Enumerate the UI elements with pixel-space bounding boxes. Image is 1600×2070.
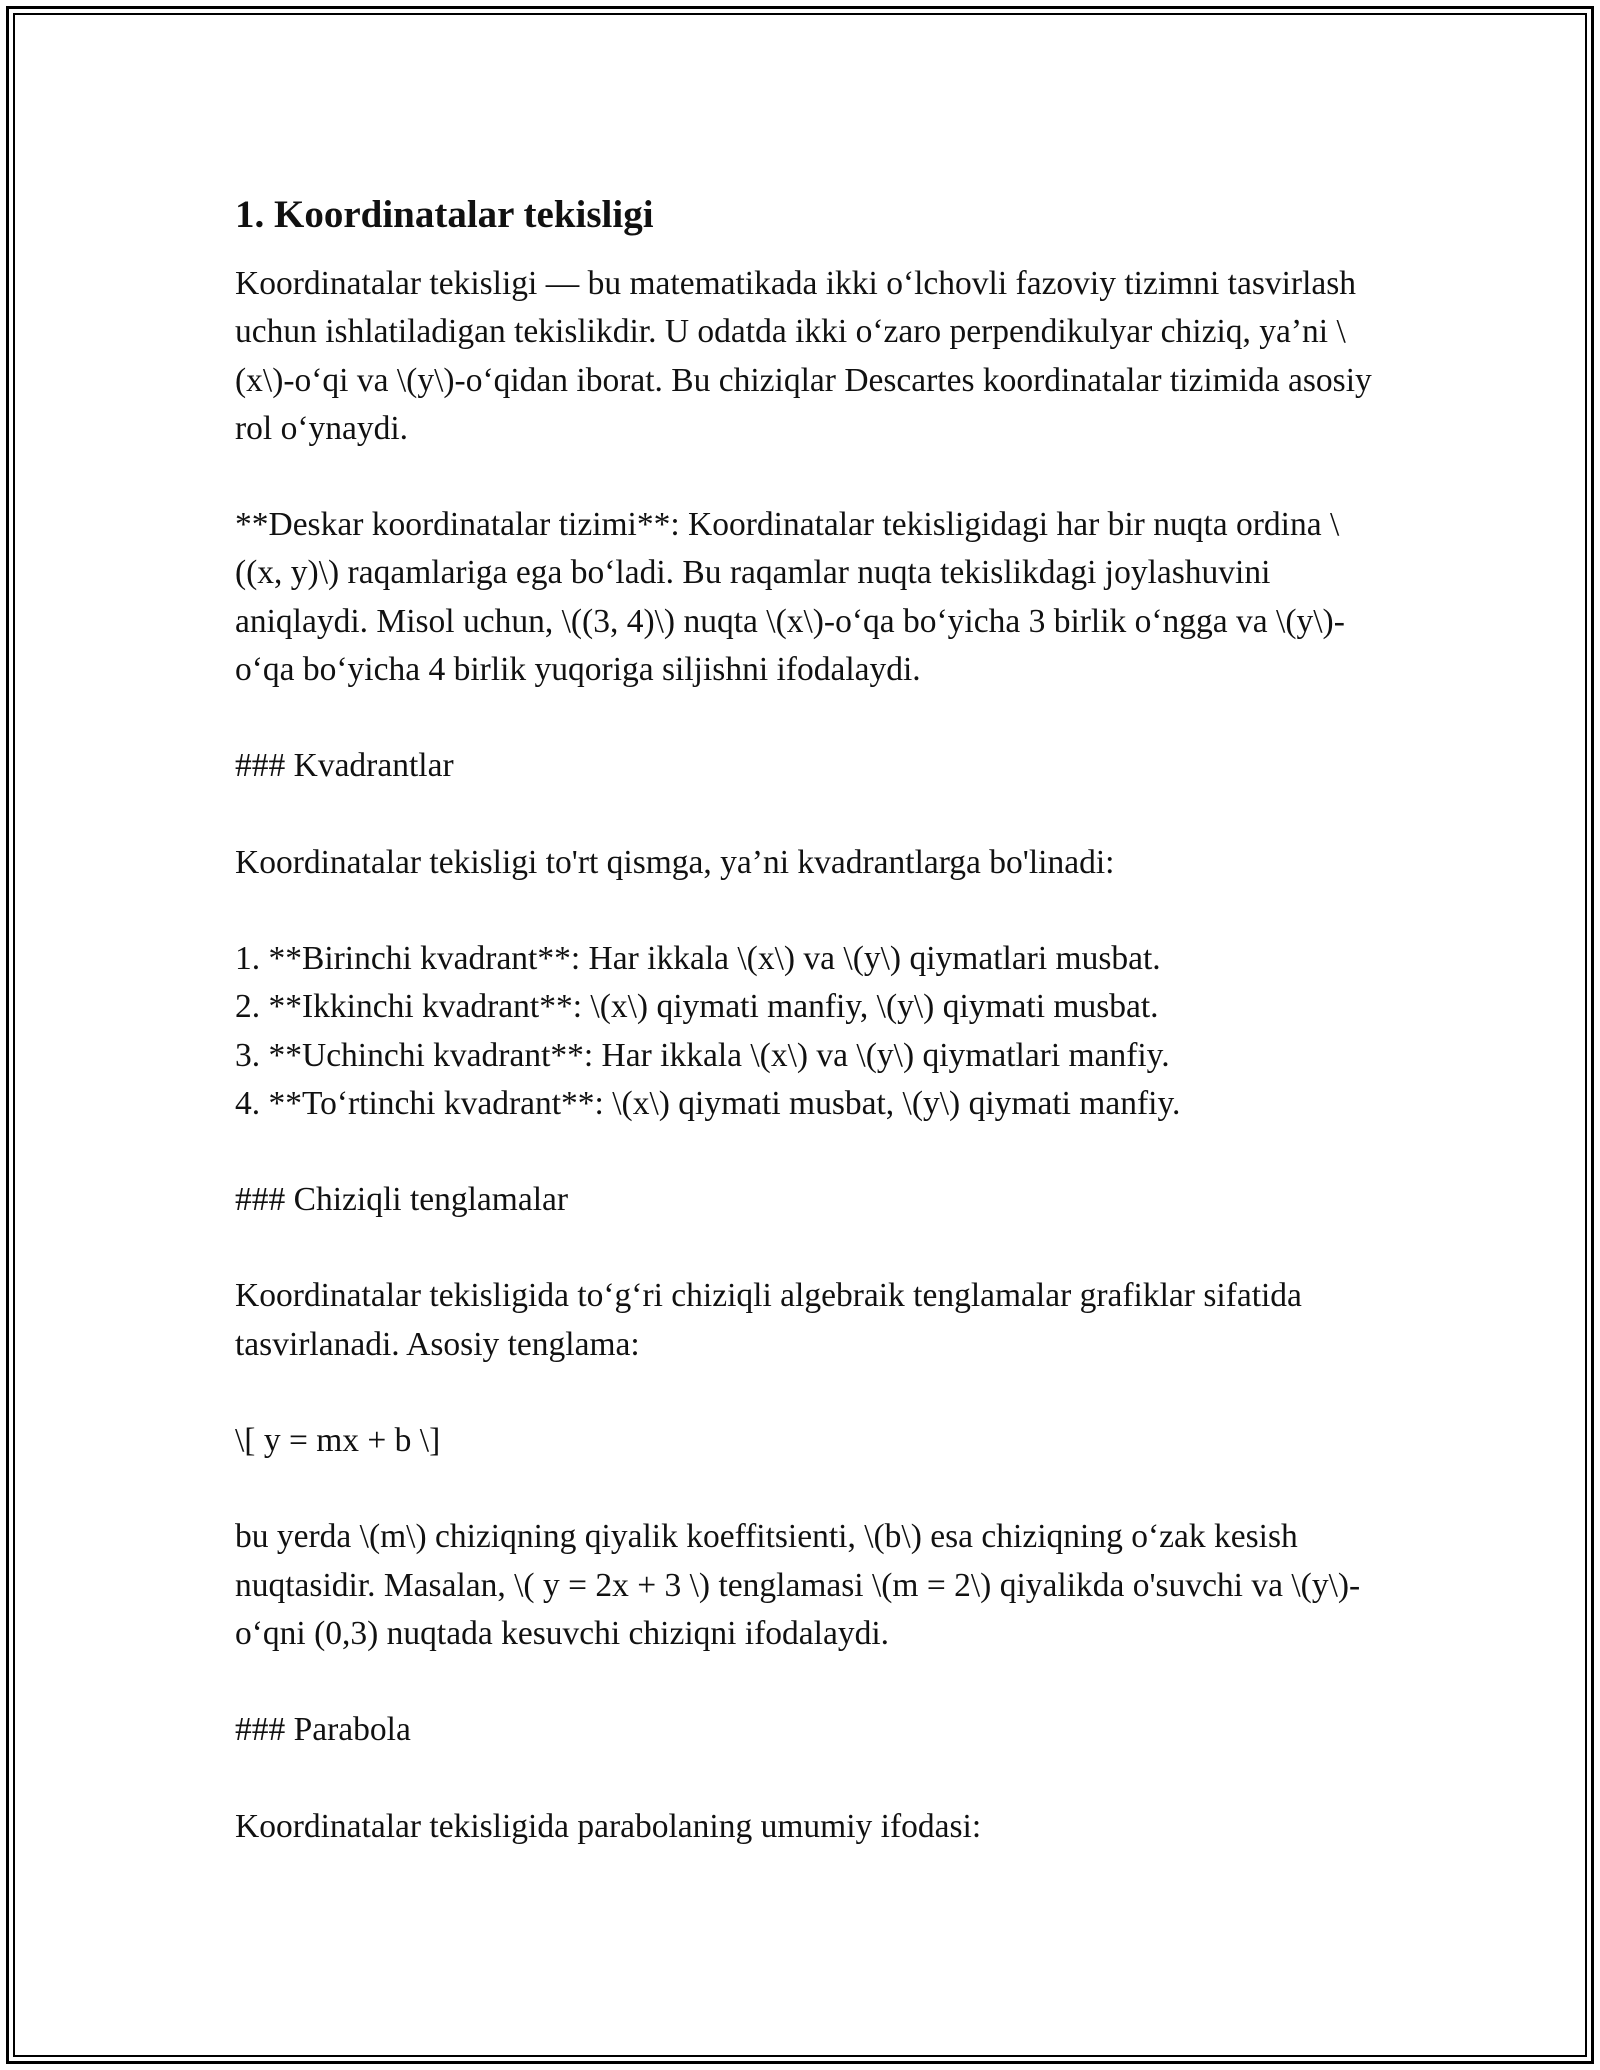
parabola-paragraph: Koordinatalar tekisligida parabolaning umumiy ifodasi: [235,1807,982,1845]
intro-paragraph: Koordinatalar tekisligi — bu matematikada ikki o‘lchovli fazoviy tizimni tasvirlash uchun ishlatiladigan tekislikdir. U odatda ikki o‘zaro perpendikulyar chiziq, ya’ni \(x\)-o‘qi va \(y\)-o‘qidan iborat. Bu chiziqlar Descartes koordinatalar tizimida asosiy rol o‘ynaydi. [235,265,1372,447]
document-title: 1. Koordinatalar tekisligi [235,193,654,236]
linear-equation-formula: \[ y = mx + b \] [235,1422,441,1460]
linear-equations-paragraph: Koordinatalar tekisligida to‘g‘ri chiziqli algebraik tenglamalar grafiklar sifatida tasvirlanadi. Asosiy tenglama: [235,1277,1302,1363]
quadrants-list: 1. **Birinchi kvadrant**: Har ikkala \(x\) va \(y\) qiymatlari musbat. 2. **Ikkinchi kvadrant**: \(x\) qiymati manfiy, \(y\) qiymati musbat. 3. **Uchinchi kvadrant**: Har ikkala \(x\) va \(y\) qiymatlari manfiy. 4. **To‘rtinchi kvadrant**: \(x\) qiymati musbat, \(y\) qiymati manfiy. [235,939,1181,1122]
cartesian-system-paragraph: **Deskar koordinatalar tizimi**: Koordinatalar tekisligidagi har bir nuqta ordina \((x, y)\) raqamlariga ega bo‘ladi. Bu raqamlar nuqta tekislikdagi joylashuvini aniqlaydi. Misol uchun, \((3, 4)\) nuqta \(x\)-o‘qa bo‘yicha 3 birlik o‘ngga va \(y\)-o‘qa bo‘yicha 4 birlik yuqoriga siljishni ifodalaydi. [235,506,1345,689]
quadrants-heading: ### Kvadrantlar [235,747,454,785]
linear-equations-heading: ### Chiziqli tenglamalar [235,1181,569,1219]
document-body [235,185,1375,1851]
slope-intercept-paragraph: bu yerda \(m\) chiziqning qiyalik koeffitsienti, \(b\) esa chiziqning o‘zak kesish nuqtasidir. Masalan, \( y = 2x + 3 \) tenglamasi \(m = 2\) qiyalikda o'suvchi va \(y\)-o‘qni (0,3) nuqtada kesuvchi chiziqni ifodalaydi. [235,1518,1361,1652]
parabola-heading: ### Parabola [235,1711,411,1749]
quadrants-intro-paragraph: Koordinatalar tekisligi to'rt qismga, ya’ni kvadrantlarga bo'linadi: [235,843,1115,881]
